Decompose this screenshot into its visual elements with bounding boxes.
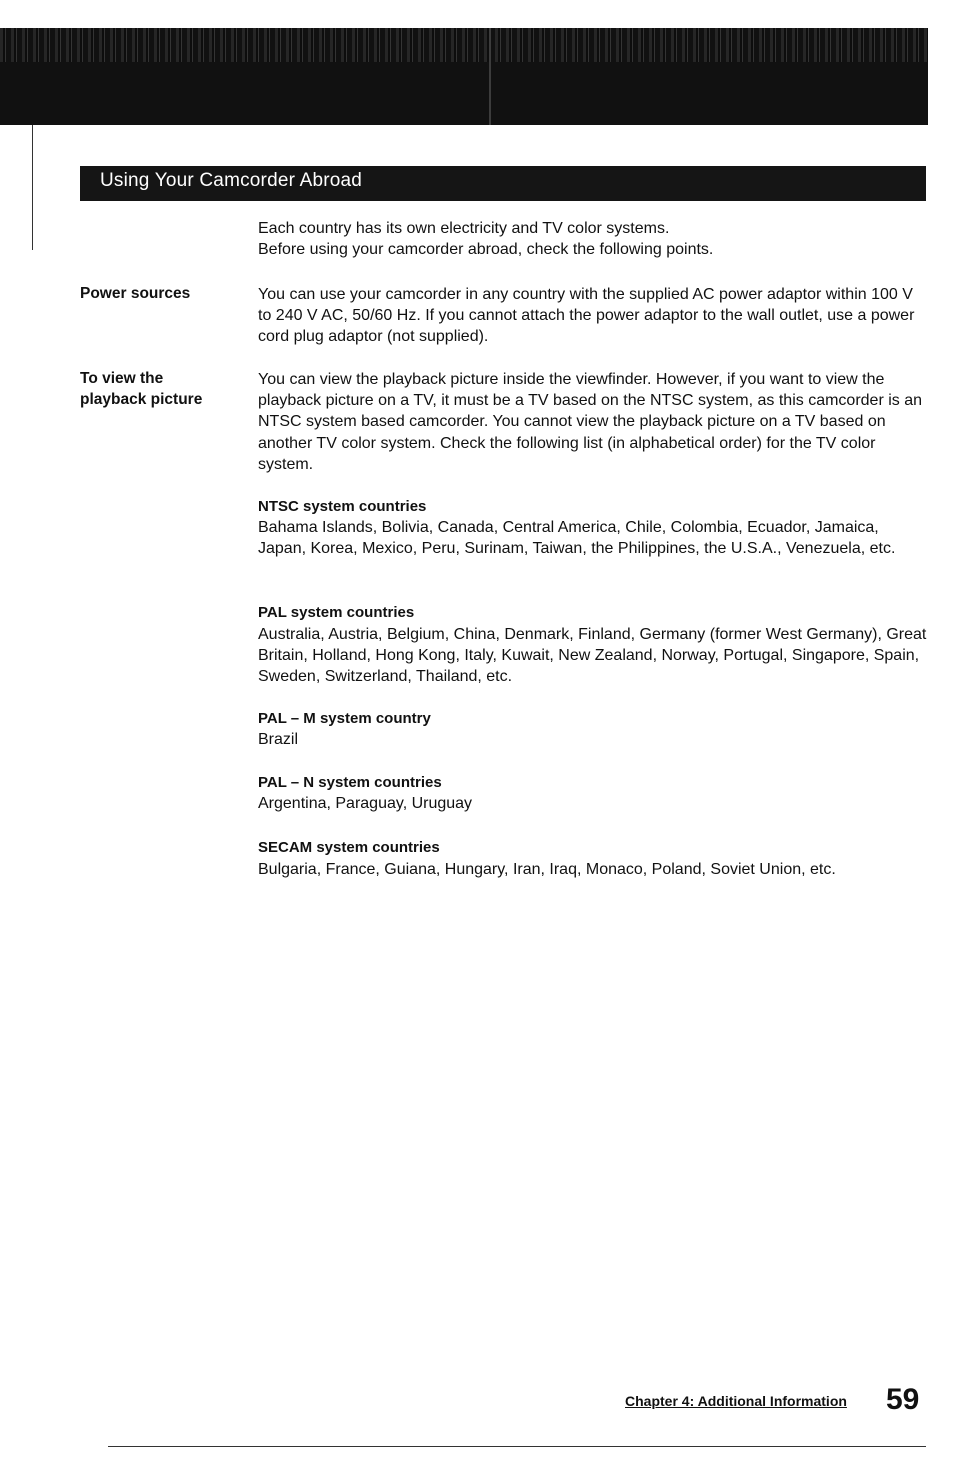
bottom-rule bbox=[108, 1446, 926, 1447]
pal-m-countries: Brazil bbox=[258, 731, 299, 748]
ntsc-heading: NTSC system countries bbox=[258, 498, 427, 515]
playback-label-line-1: To view the bbox=[80, 370, 164, 387]
intro-line-1: Each country has its own electricity and TV color systems. bbox=[258, 220, 670, 237]
footer-page-number: 59 bbox=[886, 1383, 920, 1416]
left-margin-rule bbox=[32, 125, 33, 250]
power-sources-label: Power sources bbox=[80, 285, 191, 302]
playback-text: You can view the playback picture inside the viewfinder. However, if you want to view the playback picture on a TV, it must be a TV based on the NTSC system, as this camcorder is an NTSC system based camcorder. You cannot view the playback picture on a TV based on another TV color system. Check the following list (in alphabetical order) for the TV color system. bbox=[258, 371, 923, 473]
power-sources-text: You can use your camcorder in any country with the supplied AC power adaptor within 100 V to 240 V AC, 50/60 Hz. If you cannot attach the power adaptor to the wall outlet, use a power cord plug adaptor (not supplied). bbox=[258, 286, 915, 346]
footer-chapter-title: Chapter 4: Additional Information bbox=[625, 1393, 847, 1409]
secam-heading: SECAM system countries bbox=[258, 839, 440, 856]
pal-n-heading: PAL – N system countries bbox=[258, 774, 442, 791]
pal-m-heading: PAL – M system country bbox=[258, 710, 431, 727]
pal-heading: PAL system countries bbox=[258, 604, 415, 621]
section-title: Using Your Camcorder Abroad bbox=[100, 170, 363, 191]
pal-n-countries: Argentina, Paraguay, Uruguay bbox=[258, 795, 473, 812]
secam-countries: Bulgaria, France, Guiana, Hungary, Iran, Iraq, Monaco, Poland, Soviet Union, etc. bbox=[258, 861, 836, 878]
playback-label-line-2: playback picture bbox=[80, 391, 203, 408]
top-banner-divider bbox=[489, 28, 491, 125]
pal-countries: Australia, Austria, Belgium, China, Denmark, Finland, Germany (former West Germany), Great Britain, Holland, Hong Kong, Italy, Kuwait, New Zealand, Norway, Portugal, Singapore, Spain, Sweden, Switzerland, Thailand, etc. bbox=[258, 626, 927, 686]
ntsc-countries: Bahama Islands, Bolivia, Canada, Central America, Chile, Colombia, Ecuador, Jamaica, Japan, Korea, Mexico, Peru, Surinam, Taiwan, the Philippines, the U.S.A., Venezuela, etc. bbox=[258, 519, 896, 558]
top-banner-texture bbox=[0, 28, 928, 62]
intro-line-2: Before using your camcorder abroad, check the following points. bbox=[258, 241, 714, 258]
